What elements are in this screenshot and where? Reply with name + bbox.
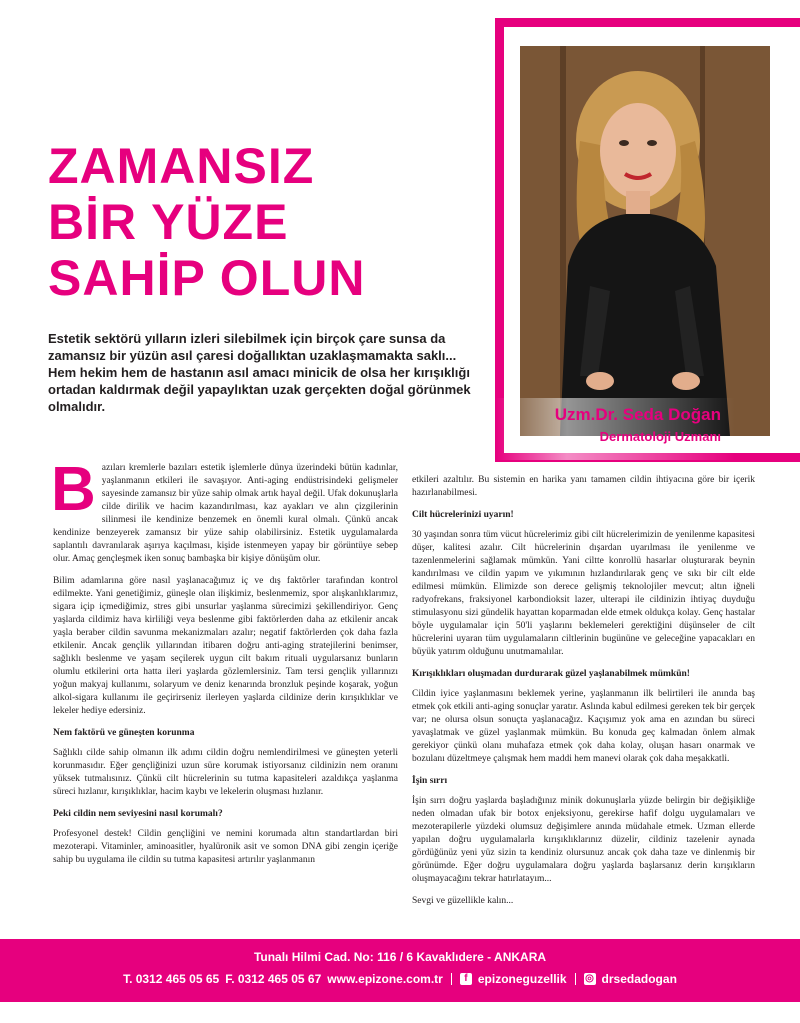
doctor-title: Dermatoloji Uzmanı	[599, 429, 721, 444]
headline-line-2: BİR YÜZE	[48, 194, 289, 250]
paragraph: etkileri azaltılır. Bu sistemin en harika yanı tamamen cildin ihtiyacına göre bir içerik hazırlanabilmesi.	[412, 475, 755, 498]
section-heading: Cilt hücrelerinizi uyarın!	[412, 510, 514, 520]
instagram-icon: ◎	[585, 973, 594, 984]
article-column-right	[412, 474, 755, 917]
intro-paragraph	[51, 455, 398, 566]
facebook-handle[interactable]: epizoneguzellik	[477, 972, 567, 986]
headline-line-1: ZAMANSIZ	[48, 138, 315, 194]
doctor-caption	[495, 398, 735, 460]
contact-line	[0, 971, 800, 987]
facebook-icon: f	[460, 973, 472, 985]
section-heading: Nem faktörü ve güneşten korunma	[53, 728, 195, 738]
contact-footer	[0, 939, 800, 1002]
lead-paragraph: Estetik sektörü yılların izleri silebilmek için birçok çare sunsa da zamansız bir yüzün asıl çaresi doğallıktan uzaklaşmamakta saklı... Hem hekim hem de hastanın asıl amacı minicik de olsa her kırışıklığı ortadan kaldırmak değil yapaylıktan uzak gerçekten doğal görünmek olmalıdır.	[48, 331, 471, 414]
paragraph: Profesyonel destek! Cildin gençliğini ve nemini korumada altın standartlardan biri mezoterapi. Vitaminler, aminoasitler, hyalüronik asit ve somon DNA gibi zengin içeriğe sahip bu uygulama ile cildin su tutma kapasitesi artırılır yaşlanmanın	[53, 829, 398, 865]
doctor-portrait	[520, 46, 770, 436]
page-title	[48, 138, 488, 306]
paragraph: 30 yaşından sonra tüm vücut hücrelerimiz gibi cilt hücrelerimizin de yenilenme kapasitesi düşer, kalitesi azalır. Cilt hücrelerinin dışardan uyarılması ile yenilenme ve tazenlenmelerini sağlamak mümkün. Yani ciltte konrollü hasarlar oluşturarak beynin kandırılması ve cildin yapım ve yıkımının hızlandırılarak genç ve sıkı bir cilt elde edilmesi mümkün. Elimizde son derece gelişmiş teknolojiler mevcut; altın iğneli radyofrekans, fraksiyonel karbondioksit lazer, ulterapi ile cildinizin ihtiyaç duyduğu stimulasyonu sizi gündelik hayattan koparmadan elde etmek oldukça kolay. Genç hastalar böyle uygulamalar için 50'li yaşlarını beklemeleri gerektiğini düşünseler de cilt hücrelerini uyaran tüm uygulamaların ciltlerinin bugününe ve geleceğine yapacakları en büyük yatırım olduğunu unutmamalılar.	[412, 530, 755, 657]
section-heading: Peki cildin nem seviyesini nasıl korumalı?	[53, 809, 223, 819]
intro-text: azıları kremlerle bazıları estetik işlemlerle dünya üzerindeki bütün kadınlar, yaşlanmanın etkileri ile savaşıyor. Anti-aging endüstrisindeki gelişmeler sayesinde zamansız bir yüze sahip olmak artık hayal değil. Ufak dokunuşlarla cilde dirilik ve hacim kazandırılması, kaz ayakları ve alın çizgilerinin silinmesi ile kendinize benzemek en önemli kural olmalı. Çünkü ancak kendinize benzeyerek zamansız bir yüze sahip olabilirsiniz. Estetik uygulamalarda saplantılı davranılarak aşırıya kaçılması, kişide istenmeyen yapay bir görüntüye sebep olur. Amaç gençleşmek iken sonuç bambaşka bir kişiye dönüşüm olur.	[53, 463, 398, 564]
phone[interactable]: T. 0312 465 05 65	[123, 972, 220, 986]
section-heading: İşin sırrı	[412, 776, 448, 786]
doctor-name: Uzm.Dr. Seda Doğan	[554, 405, 721, 424]
paragraph: Bilim adamlarına göre nasıl yaşlanacağımız iç ve dış faktörler tarafından kontrol edilmekte. Yani genetiğimiz, güneşle olan ilişkimiz, beslenmemiz, spor alışkanlıklarımız, sigara içip içmediğimiz, stres gibi unsurlar yaşlanma sürecimizi şekillendiriyor. Genç yaşlarda cildimiz hava kirliliği veya beslenme gibi faktörlerden daha az etkilenir ancak yaşla beraber cildin savunma mekanizmaları azalır; negatif faktörlerden çok daha fazla etkilenir. Ancak gençlik yıllarından itibaren doğru anti-aging stratejilerini benimser, sağlıklı beslenme ve yaşam seçilerek uygun cilt bakım rituali uygularsanız bunların olumlu etkilerini orta hatta ileri yaşlarda gözlemlersiniz. Tam tersi gençlik yıllarınızı yoğun makyaj kullanımı, solaryum ve deniz kenarında bronzluk peşinde koşarak, yoğun alkol-sigara kullanımı ile geçirirseniz ilerleyen yaşlarda cildinize derin kırışıklıklar ve lekeler hediye edersiniz.	[53, 576, 398, 716]
paragraph: İşin sırrı doğru yaşlarda başladığınız minik dokunuşlarla yüzde belirgin bir değişikliğe neden olmadan ufak bir botox enjeksiyonu, gerekirse hafif dolgu uygulamaları ve mezoterapilerle yüzdeki olumsuz değişimlere anında müdahale etmek. Uzman ellerde yapılan doğru uygulamalarla kırışıklıklarınız düzelir, cildiniz tazelenir aynada gördüğünüz yeni yüz sizin ta kendiniz olursunuz ancak çok daha taze ve dinlenmiş bir görünümde. Eğer doğru uygulamalara doğru yaşlarda başlarsanız derin kırışıkların oluşmayacağını tekrar hatırlatayım...	[412, 796, 755, 884]
headline-line-3: SAHİP OLUN	[48, 250, 366, 306]
divider	[451, 973, 452, 985]
section-heading: Kırışıklıkları oluşmadan durdurarak güzel yaşlanabilmek mümkün!	[412, 669, 690, 679]
paragraph: Sağlıklı cilde sahip olmanın ilk adımı cildin doğru nemlendirilmesi ve güneşten yeterli korunmasıdır. Eğer gençliğinizi uzun süre korumak istiyorsanız cildinizin nem oranını yüksek tutmalısınız. Çünkü cilt hücrelerinin su tutma kapasiteleri azaldıkça yaşlanma süreci hızlanır, kırışıklıklar, hacim kaybı ve lekelerin oluşması hızlanır.	[53, 748, 398, 797]
address: Tunalı Hilmi Cad. No: 116 / 6 Kavaklıdere - ANKARA	[253, 950, 547, 964]
instagram-handle[interactable]: drsedadogan	[601, 972, 677, 986]
paragraph: Cildin iyice yaşlanmasını beklemek yerine, yaşlanmanın ilk belirtileri ile anında baş etmek çok etkili anti-aging sonuçlar yaratır. Aslında kabul edilmesi gereken tek bir gerçek var; ne olursa olsun sonuçta yaşlanacağız. Kaçışımız yok ama en azından bu süreci yavaşlatmak ve güzel yaşlanmak mümkün. Bu konuda geç kalmadan önlem almak gerekiyor çünkü olanı muhafaza etmek çok daha kolay, oluşan hasarı onarmak ve bozulanı düzeltmeye çalışmak hem maddi hem manevi olarak çok daha meşakkatli.	[412, 689, 755, 764]
drop-cap: B	[51, 455, 96, 524]
closing-line: Sevgi ve güzellikle kalın...	[412, 896, 514, 906]
article-column-left	[51, 455, 398, 876]
website-link[interactable]: www.epizone.com.tr	[327, 972, 443, 986]
divider	[575, 973, 576, 985]
fax: F. 0312 465 05 67	[225, 972, 322, 986]
